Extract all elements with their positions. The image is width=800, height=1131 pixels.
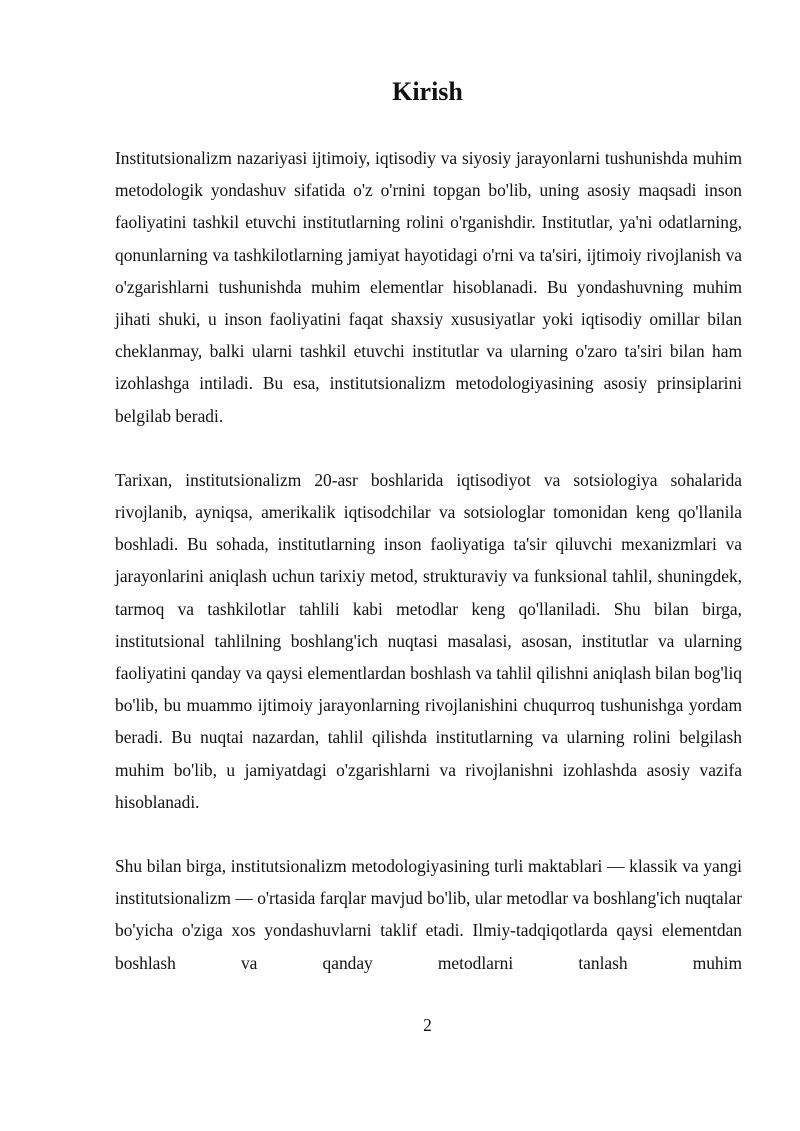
page-number: 2 [423,1015,432,1035]
paragraph-2: Tarixan, institutsionalizm 20-asr boshlarida iqtisodiyot va sotsiologiya sohalarida rivojlanib, ayniqsa, amerikalik iqtisodchilar va sotsiologlar tomonidan keng qo'llanila boshladi. Bu sohada, institutlarning inson faoliyatiga ta'sir qiluvchi mexanizmlari va jarayonlarini aniqlash uchun tarixiy metod, strukturaviy va funksional tahlil, shuningdek, tarmoq va tashkilotlar tahlili kabi metodlar keng qo'llaniladi. Shu bilan birga, institutsional tahlilning boshlang'ich nuqtasi masalasi, asosan, institutlar va ularning faoliyatini qanday va qaysi elementlardan boshlash va tahlil qilishni aniqlash bilan bog'liq bo'lib, bu muammo ijtimoiy jarayonlarning rivojlanishini chuqurroq tushunishga yordam beradi. Bu nuqtai nazardan, tahlil qilishda institutlarning va ularning rolini belgilash muhim bo'lib, u jamiyatdagi o'zgarishlarni va rivojlanishni izohlashda asosiy vazifa hisoblanadi. [115,469,742,812]
paragraph-3: Shu bilan birga, institutsionalizm metodologiyasining turli maktablari — klassik va yangi institutsionalizm — o'rtasida farqlar mavjud bo'lib, ular metodlar va boshlang'ich nuqtalar bo'yicha o'ziga xos yondashuvlarni taklif etadi. Ilmiy-tadqiqotlarda qaysi elementdan boshlash va qanday metodlarni tanlash muhim [115,856,742,973]
document-body [115,142,742,979]
page-title: Kirish [392,77,463,106]
paragraph-1: Institutsionalizm nazariyasi ijtimoiy, iqtisodiy va siyosiy jarayonlarni tushunishda muhim metodologik yondashuv sifatida o'z o'rnini topgan bo'lib, uning asosiy maqsadi inson faoliyatini tashkil etuvchi institutlarning rolini o'rganishdir. Institutlar, ya'ni odatlarning, qonunlarning va tashkilotlarning jamiyat hayotidagi o'rni va ta'siri, ijtimoiy rivojlanish va o'zgarishlarni tushunishda muhim elementlar hisoblanadi. Bu yondashuvning muhim jihati shuki, u inson faoliyatini faqat shaxsiy xususiyatlar yoki iqtisodiy omillar bilan cheklanmay, balki ularni tashkil etuvchi institutlar va ularning o'zaro ta'siri bilan ham izohlashga intiladi. Bu esa, institutsionalizm metodologiyasining asosiy prinsiplarini belgilab beradi. [115,148,742,426]
